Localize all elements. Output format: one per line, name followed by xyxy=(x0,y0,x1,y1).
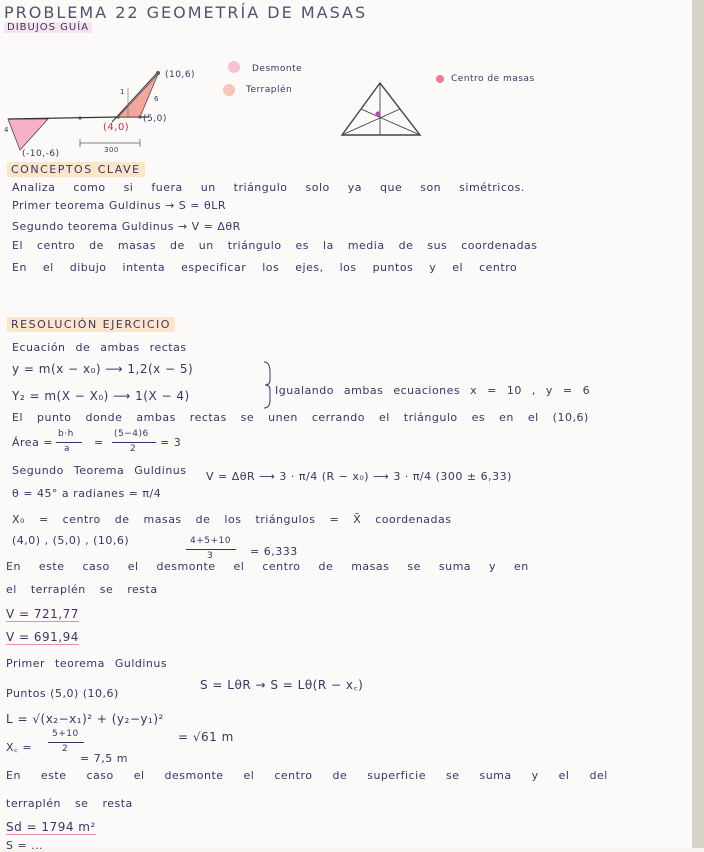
centroid-triangle xyxy=(342,83,420,135)
guide-label: DIBUJOS GUÍA xyxy=(4,22,92,33)
concepto-line: Segundo teorema Guldinus → V = ΔθR xyxy=(12,220,241,233)
left-triangle xyxy=(8,119,48,150)
area-frac1-num: b·h xyxy=(58,429,74,439)
tick-4: 4 xyxy=(4,126,9,134)
area-frac1-den: a xyxy=(64,444,71,454)
terraplen-legend-dot xyxy=(223,84,235,96)
surface-result: Sd = 1794 m² xyxy=(6,820,96,834)
equation-1: y = m(x − x₀) ⟶ 1,2(x − 5) xyxy=(12,362,194,376)
points-result: = 6,333 xyxy=(250,545,298,558)
cross-section-diagram xyxy=(0,0,704,160)
volume-2: V = 691,94 xyxy=(6,630,79,644)
caso1b-line: el terraplén se resta xyxy=(6,583,158,596)
label-pt-neg: (-10,-6) xyxy=(22,149,60,159)
legend-desmonte: Desmonte xyxy=(252,64,303,74)
surface-partial: S = ... xyxy=(6,839,44,852)
cross-section-drawing xyxy=(8,71,160,150)
xc-label: X꜀ = xyxy=(6,741,33,754)
igualando-line: Igualando ambas ecuaciones x = 10 , y = 6 xyxy=(275,384,591,397)
dim-300: 300 xyxy=(104,146,119,154)
caso2-line: En este caso el desmonte el centro de superficie se suma y el del xyxy=(6,769,608,782)
segundo-teorema: Segundo Teorema Guldinus xyxy=(12,464,187,477)
legend-centro: Centro de masas xyxy=(451,74,535,84)
page-title: PROBLEMA 22 GEOMETRÍA DE MASAS xyxy=(4,3,368,22)
tick-1: 1 xyxy=(120,88,125,96)
concepto-line: Primer teorema Guldinus → S = θLR xyxy=(12,199,227,212)
area-frac2-num: (5−4)6 xyxy=(114,429,149,439)
bracket xyxy=(262,360,272,410)
puntos-line: Puntos (5,0) (10,6) xyxy=(6,687,119,700)
xc-line: X₀ = centro de masas de los triángulos = X̄ coordenadas xyxy=(12,513,452,526)
primer-teorema: Primer teorema Guldinus xyxy=(6,657,168,670)
xc-num: 5+10 xyxy=(52,729,79,739)
length-result: = √61 m xyxy=(178,730,234,744)
caso1-line: En este caso el desmonte el centro de masas se suma y en xyxy=(6,560,529,573)
xc-den: 2 xyxy=(62,744,69,754)
tick-6: 6 xyxy=(154,95,159,103)
primer-equation: S = LθR → S = Lθ(R − x꜀) xyxy=(200,678,364,692)
theta-line: θ = 45° a radianes = π/4 xyxy=(12,487,162,500)
volume-1: V = 721,77 xyxy=(6,607,79,621)
fraction-bar xyxy=(186,549,236,550)
concepto-line: El centro de masas de un triángulo es la media de sus coordenadas xyxy=(12,239,538,252)
legend-terraplen: Terraplén xyxy=(246,85,293,95)
label-pt-5-0: (5,0) xyxy=(143,114,167,124)
equals-sign: = xyxy=(94,436,104,449)
label-pt-4-0: (4,0) xyxy=(103,122,130,133)
caso2b-line: terraplén se resta xyxy=(6,797,133,810)
points-frac-num: 4+5+10 xyxy=(190,536,231,546)
equation-2: Y₂ = m(X − X₀) ⟶ 1(X − 4) xyxy=(12,389,190,403)
points-frac-den: 3 xyxy=(207,551,214,561)
desmonte-legend-dot xyxy=(228,61,240,73)
area-result: = 3 xyxy=(160,436,182,449)
punto-line: El punto donde ambas rectas se unen cerrando el triángulo es en el (10,6) xyxy=(12,411,589,424)
concepto-line: En el dibujo intenta especificar los ejes, los puntos y el centro xyxy=(12,261,518,274)
fraction-bar xyxy=(48,742,84,743)
fraction-bar xyxy=(56,442,82,443)
centro-legend-dot xyxy=(436,75,444,83)
area-label: Área = xyxy=(12,436,54,449)
xc-result: = 7,5 m xyxy=(80,752,128,765)
fraction-bar xyxy=(112,442,156,443)
conceptos-header: CONCEPTOS CLAVE xyxy=(7,162,145,177)
length-equation: L = √(x₂−x₁)² + (y₂−y₁)² xyxy=(6,712,164,726)
area-frac2-den: 2 xyxy=(130,444,137,454)
rectas-line: Ecuación de ambas rectas xyxy=(12,341,187,354)
resolucion-header: RESOLUCIÓN EJERCICIO xyxy=(7,317,175,332)
label-pt-10-6: (10,6) xyxy=(165,70,196,80)
segundo-equation: V = ΔθR ⟶ 3 · π/4 (R − x₀) ⟶ 3 · π/4 (300 ± 6,33) xyxy=(206,470,512,483)
points-line: (4,0) , (5,0) , (10,6) xyxy=(12,534,130,547)
concepto-line: Analiza como si fuera un triángulo solo ya que son simétricos. xyxy=(12,181,525,194)
